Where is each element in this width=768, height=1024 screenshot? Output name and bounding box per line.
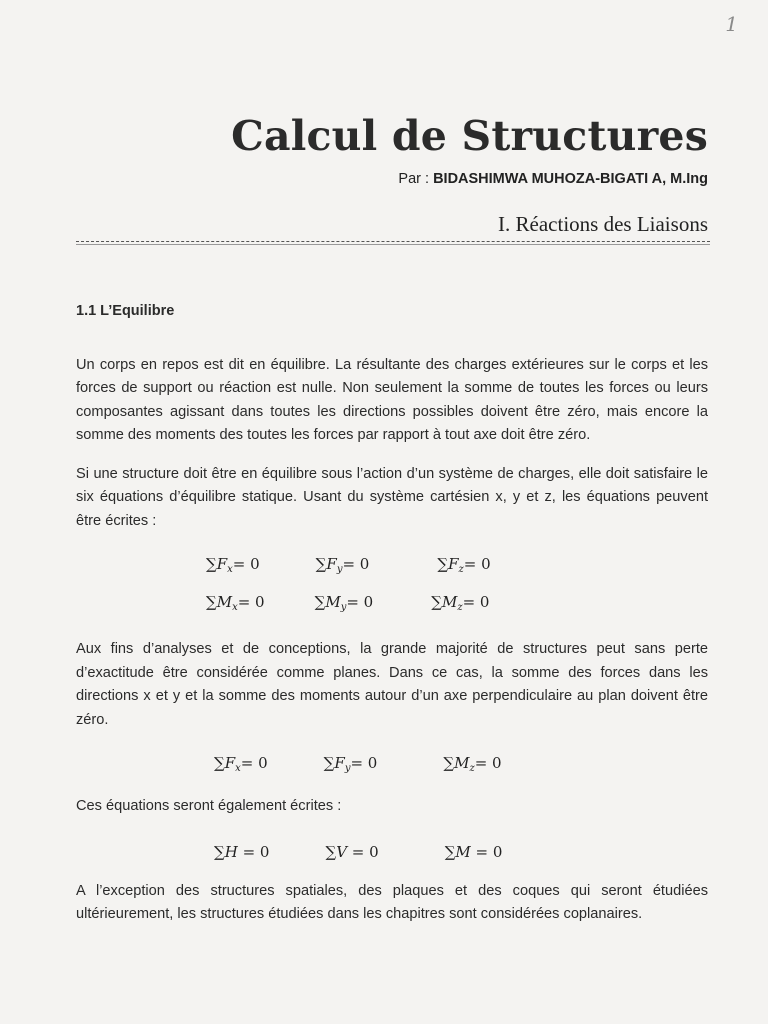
paragraph-coplanar: A l’exception des structures spatiales, des plaques et des coques qui seront étudiées ultérieurement, les structures étudiées dans les chapitres sont considérées coplanaires. <box>76 882 708 922</box>
equation-variable: F <box>448 554 459 573</box>
equation-rhs: = 0 <box>237 592 265 611</box>
sum-symbol: ∑ <box>443 753 455 772</box>
equation-sum-v <box>325 841 378 865</box>
sum-symbol: ∑ <box>325 842 337 861</box>
equation-variable: M <box>455 842 471 861</box>
equation-variable: M <box>454 753 470 772</box>
equation-variable: F <box>216 554 228 573</box>
equation-rhs: = 0 <box>347 842 379 861</box>
equation-variable: V <box>336 842 348 861</box>
equation-row-plane <box>76 747 708 785</box>
equation-rhs: = 0 <box>350 753 378 772</box>
equation-subscript: x <box>235 762 241 774</box>
equation-variable: M <box>216 592 233 611</box>
paragraph-equations-written: Ces équations seront également écrites : <box>76 798 342 814</box>
document-title: Calcul de Structures <box>231 112 708 160</box>
equation-variable: M <box>441 592 458 611</box>
equation-rhs: = 0 <box>346 592 374 611</box>
sum-symbol: ∑ <box>214 753 225 772</box>
equation-block-spatial <box>76 548 708 624</box>
equation-subscript: z <box>457 601 463 613</box>
equation-rhs: = 0 <box>474 753 502 772</box>
equation-rhs: = 0 <box>470 842 503 861</box>
equation-plane-sum-fy <box>324 752 378 781</box>
equation-row-forces <box>76 548 708 586</box>
equation-plane-sum-mz <box>443 752 501 781</box>
equation-rhs: = 0 <box>240 753 268 772</box>
equation-rhs: = 0 <box>462 592 490 611</box>
equation-variable: F <box>334 753 345 772</box>
author-name: BIDASHIMWA MUHOZA-BIGATI A, M.Ing <box>433 171 708 187</box>
equation-row-hvm <box>76 834 708 872</box>
equation-sum-fx <box>206 553 260 582</box>
equation-variable: H <box>224 842 238 861</box>
equation-subscript: z <box>469 762 475 774</box>
sum-symbol: ∑ <box>206 592 217 611</box>
header-divider <box>76 241 710 242</box>
sum-symbol: ∑ <box>437 554 449 573</box>
equation-subscript: x <box>232 601 238 613</box>
equation-block-hvm <box>76 834 708 872</box>
equation-sum-mz <box>431 591 489 620</box>
author-line <box>398 171 708 187</box>
equation-variable: F <box>326 554 337 573</box>
equation-row-moments <box>76 586 708 624</box>
equation-sum-m <box>445 841 503 865</box>
chapter-title: I. Réactions des Liaisons <box>498 212 708 236</box>
sum-symbol: ∑ <box>323 753 335 772</box>
equation-subscript: y <box>336 563 343 575</box>
paragraph-plane-structures: Aux fins d’analyses et de conceptions, la grande majorité de structures peut sans perte d’exactitude être considérée comme planes. Dans ce cas, la somme des forces dans les directions x et y et la somme des moments autour d’un axe perpendiculaire au plan doivent être zéro. <box>76 641 708 728</box>
equation-block-plane <box>76 747 708 785</box>
equation-rhs: = 0 <box>342 554 370 573</box>
equation-variable: M <box>325 592 341 611</box>
equation-variable: F <box>224 753 236 772</box>
header-divider-underline <box>76 244 710 245</box>
equation-subscript: z <box>458 563 464 575</box>
equation-sum-h <box>214 841 269 865</box>
author-prefix: Par : <box>398 171 434 187</box>
paragraph-six-equations: Si une structure doit être en équilibre sous l’action d’un système de charges, elle doit satisfaire le six équations d’équilibre statique. Usant du système cartésien x, y et z, les équations peuvent être écrites : <box>76 465 708 529</box>
sum-symbol: ∑ <box>315 554 327 573</box>
equation-sum-fz <box>437 553 490 582</box>
sum-symbol: ∑ <box>431 592 442 611</box>
page-number: 1 <box>725 12 738 36</box>
section-heading: 1.1 L’Equilibre <box>76 303 175 319</box>
document-body <box>76 300 708 942</box>
equation-sum-mx <box>206 591 265 620</box>
equation-rhs: = 0 <box>237 842 270 861</box>
sum-symbol: ∑ <box>214 842 225 861</box>
sum-symbol: ∑ <box>444 842 456 861</box>
equation-plane-sum-fx <box>214 752 268 781</box>
sum-symbol: ∑ <box>206 554 217 573</box>
equation-subscript: y <box>344 762 351 774</box>
sum-symbol: ∑ <box>314 592 326 611</box>
equation-subscript: y <box>340 601 347 613</box>
equation-rhs: = 0 <box>463 554 491 573</box>
equation-sum-my <box>315 591 374 620</box>
equation-sum-fy <box>316 553 370 582</box>
equation-subscript: x <box>227 563 233 575</box>
equation-rhs: = 0 <box>232 554 260 573</box>
paragraph-equilibrium: Un corps en repos est dit en équilibre. La résultante des charges extérieures sur le corps et les forces de support ou réaction est nulle. Non seulement la somme de toutes les forces ou leurs composantes agissant dans toutes les directions possibles doivent être zéro, mais encore la somme des moments des toutes les forces par rapport à tout axe doit être zéro. <box>76 356 708 443</box>
